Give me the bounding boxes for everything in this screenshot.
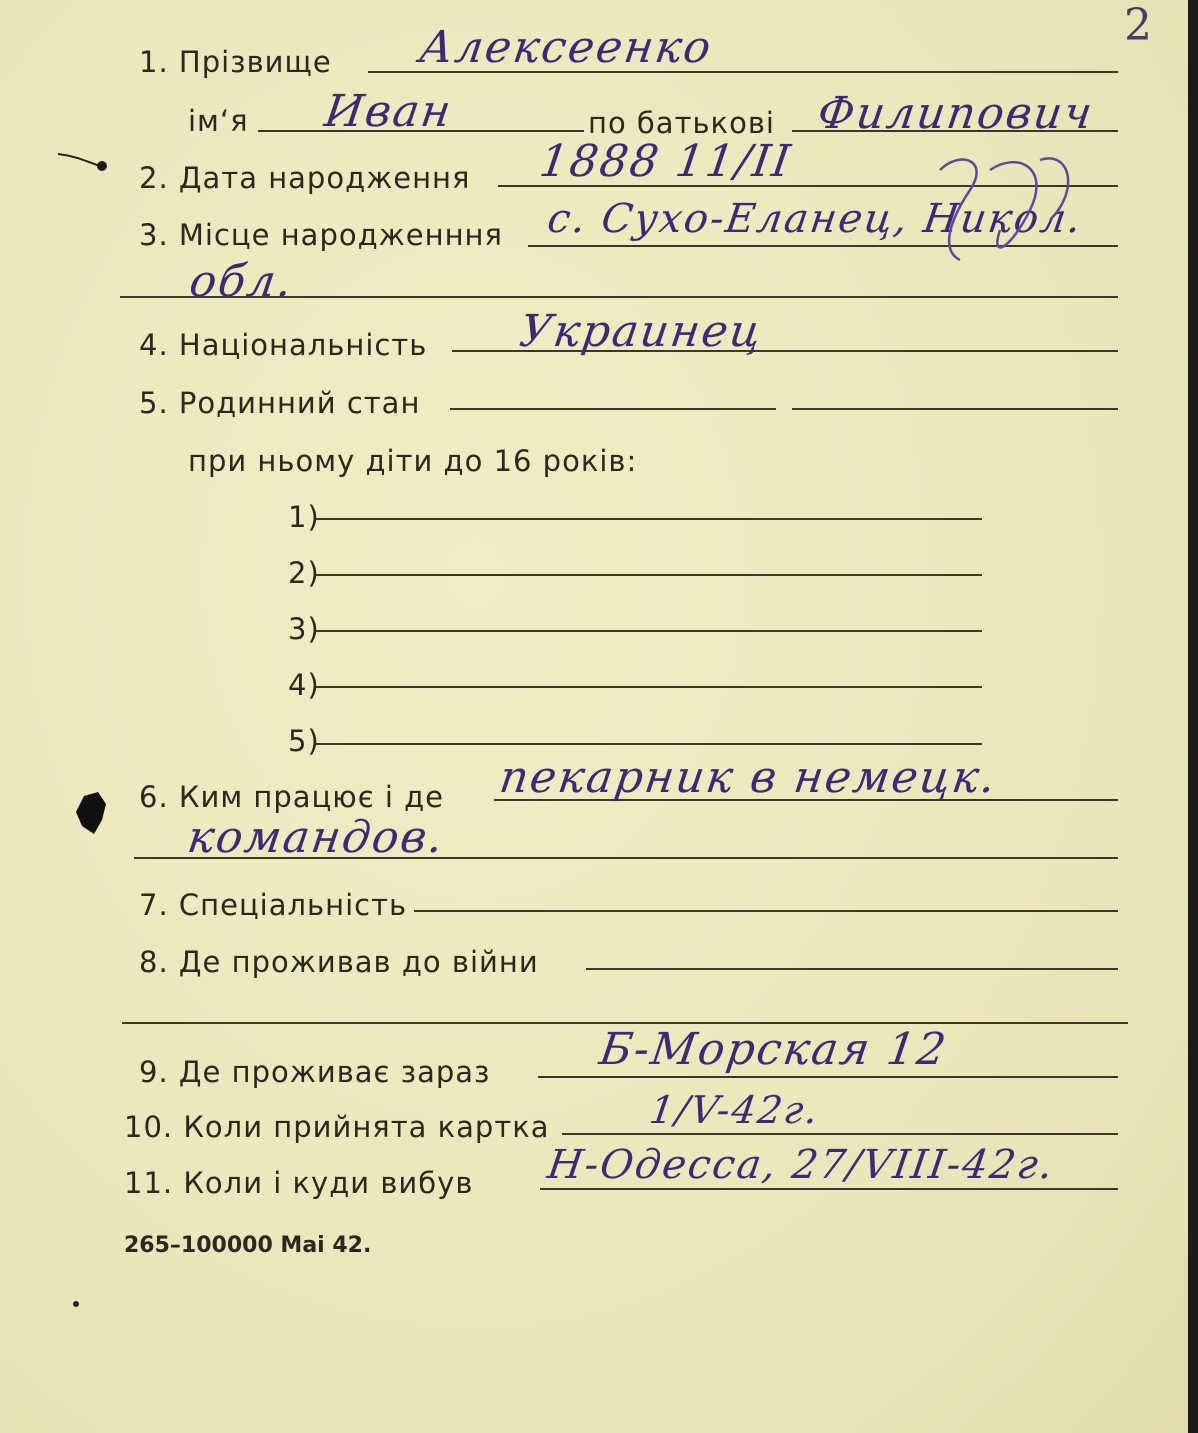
label-patronymic: по батькові — [588, 106, 775, 140]
ink-dot — [70, 1298, 82, 1310]
line-child-2 — [316, 574, 982, 576]
line-child-3 — [316, 630, 982, 632]
label-child-3: 3) — [288, 612, 320, 646]
pen-tick-mark — [56, 148, 116, 178]
value-current-residence: Б-Морская 12 — [596, 1024, 951, 1075]
label-departure: 11. Коли і куди вибув — [124, 1166, 474, 1200]
value-work: пекарник в немецк. — [496, 752, 1001, 803]
value-departure: Н-Одесса, 27/VIII-42г. — [544, 1142, 1058, 1188]
line-marital-status-a — [450, 408, 776, 410]
line-child-4 — [316, 686, 982, 688]
line-child-1 — [316, 518, 982, 520]
ink-signature-scribble — [930, 150, 1090, 270]
label-child-1: 1) — [288, 500, 320, 534]
corner-mark: 2 — [1124, 0, 1152, 51]
label-birth-date: 2. Дата народження — [139, 161, 471, 195]
value-name: Иван — [321, 86, 456, 137]
line-departure — [540, 1188, 1118, 1190]
line-child-5 — [316, 743, 982, 745]
line-specialty — [414, 910, 1118, 912]
value-nationality: Украинец — [516, 306, 767, 357]
value-birth-date: 1888 11/II — [536, 136, 796, 187]
label-children: при ньому діти до 16 років: — [188, 444, 638, 478]
label-current-residence: 9. Де проживає зараз — [139, 1055, 491, 1089]
label-child-4: 4) — [288, 668, 320, 702]
line-current-residence — [538, 1076, 1118, 1078]
value-card-accepted: 1/V-42г. — [646, 1088, 823, 1132]
value-birth-place: с. Сухо-Еланец, Никол. — [544, 196, 1086, 242]
value-work-2: командов. — [184, 812, 449, 863]
label-child-5: 5) — [288, 724, 320, 758]
label-card-accepted: 10. Коли прийнята картка — [124, 1110, 550, 1144]
punch-hole — [72, 790, 112, 840]
label-prewar-residence: 8. Де проживав до війни — [139, 945, 539, 979]
label-marital-status: 5. Родинний стан — [139, 386, 421, 420]
line-marital-status-b — [792, 408, 1118, 410]
label-surname: 1. Прізвище — [139, 45, 332, 79]
line-card-accepted — [562, 1133, 1118, 1135]
print-code: 265–100000 Маі 42. — [124, 1233, 372, 1258]
label-nationality: 4. Національність — [139, 328, 428, 362]
value-surname: Алексеенко — [416, 22, 716, 73]
label-child-2: 2) — [288, 556, 320, 590]
line-prewar-residence — [586, 968, 1118, 970]
label-birth-place: 3. Місце народженння — [139, 218, 503, 252]
label-specialty: 7. Спеціальність — [139, 888, 408, 922]
label-work: 6. Ким працює і де — [139, 780, 445, 814]
value-birth-place-2: обл. — [186, 256, 297, 307]
value-patronymic: Филипович — [814, 88, 1097, 139]
label-name: ім‘я — [188, 104, 249, 138]
